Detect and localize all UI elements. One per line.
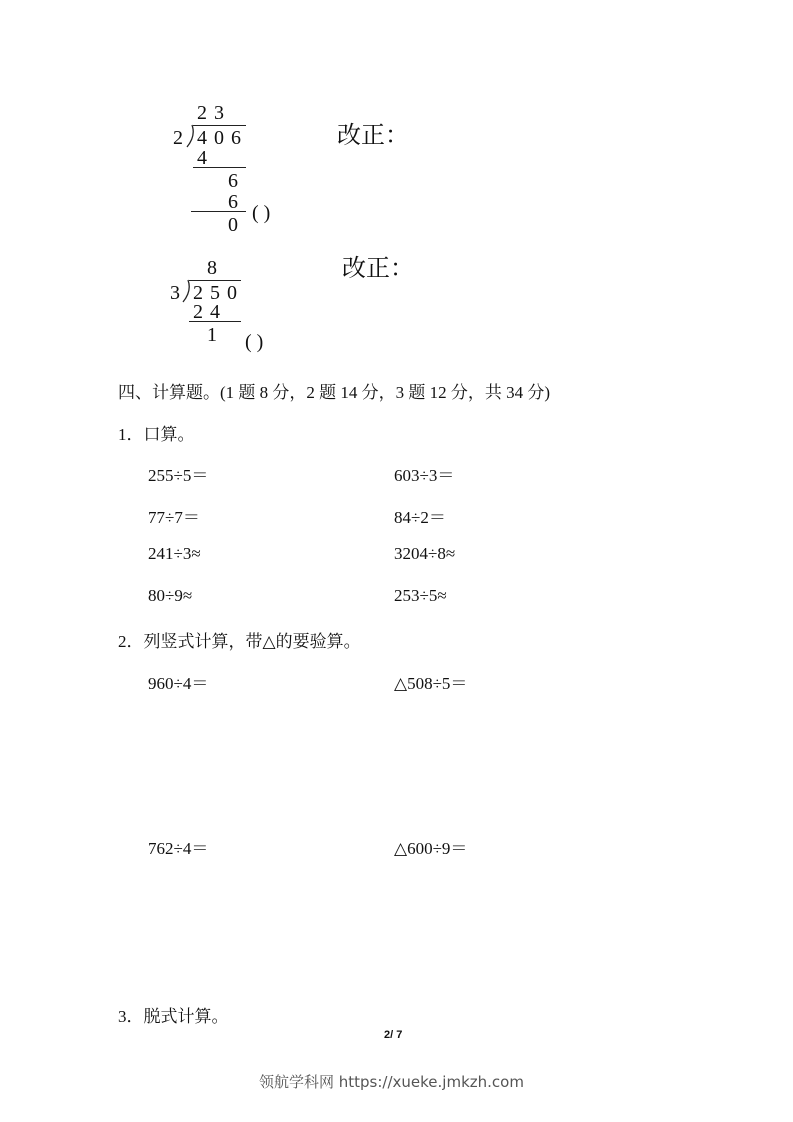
div1-bracket-curve xyxy=(186,124,196,148)
div1-dividend: 4 0 6 xyxy=(197,127,242,149)
div2-bracket-curve xyxy=(182,279,192,303)
div1-line1 xyxy=(193,167,246,168)
q2-title: 2．列竖式计算，带△的要验算。 xyxy=(118,632,361,651)
section-4-title: 四、计算题。(1 题 8 分，2 题 14 分，3 题 12 分，共 34 分) xyxy=(118,383,551,402)
q1-item: 241÷3≈ xyxy=(148,544,201,563)
page-number: 2/ 7 xyxy=(384,1029,403,1041)
q1-item: 3204÷8≈ xyxy=(394,544,456,563)
q1-item: 255÷5＝ xyxy=(148,466,209,485)
q1-item: 253÷5≈ xyxy=(394,586,447,605)
div1-remainder: 0 xyxy=(228,214,239,236)
div2-bracket-top xyxy=(189,280,241,281)
div1-correction-label: 改正： xyxy=(337,123,409,149)
div2-answer-paren: ( ) xyxy=(245,331,264,353)
div1-answer-paren: ( ) xyxy=(252,202,271,224)
q2-item: △508÷5＝ xyxy=(394,674,468,693)
div1-step3: 6 xyxy=(228,191,239,213)
div1-step2: 6 xyxy=(228,170,239,192)
div2-quotient: 8 xyxy=(207,257,218,279)
div2-line1 xyxy=(189,321,241,322)
q1-item: 603÷3＝ xyxy=(394,466,455,485)
div1-line2 xyxy=(191,211,246,212)
div1-bracket-top xyxy=(193,125,246,126)
div1-divisor: 2 xyxy=(173,127,184,149)
div2-dividend: 2 5 0 xyxy=(193,282,238,304)
q1-item: 84÷2＝ xyxy=(394,508,446,527)
q1-item: 80÷9≈ xyxy=(148,586,193,605)
q2-item: △600÷9＝ xyxy=(394,839,468,858)
q1-item: 77÷7＝ xyxy=(148,508,200,527)
q2-item: 960÷4＝ xyxy=(148,674,209,693)
footer-watermark: 领航学科网 https://xueke.jmkzh.com xyxy=(259,1073,524,1091)
div2-divisor: 3 xyxy=(170,282,181,304)
div2-remainder: 1 xyxy=(207,324,218,346)
div1-quotient: 2 3 xyxy=(197,102,225,124)
q1-title: 1．口算。 xyxy=(118,425,195,444)
div1-step1: 4 xyxy=(197,147,208,169)
div2-correction-label: 改正： xyxy=(342,256,414,282)
q2-item: 762÷4＝ xyxy=(148,839,209,858)
div2-step1: 2 4 xyxy=(193,301,221,323)
q3-title: 3．脱式计算。 xyxy=(118,1007,229,1026)
